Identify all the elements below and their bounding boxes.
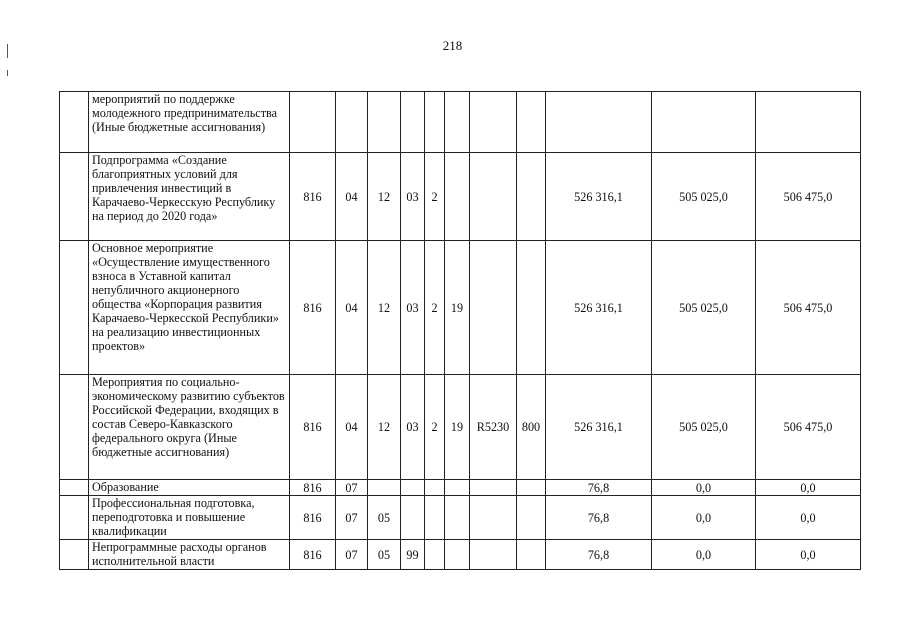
margin-cell [60, 496, 89, 540]
rz-cell [336, 92, 368, 153]
budget-table [59, 91, 861, 570]
sum2-cell: 0,0 [652, 480, 756, 496]
sum2-cell: 505 025,0 [652, 153, 756, 241]
cs4-cell [470, 480, 517, 496]
cs1-cell: 03 [401, 153, 425, 241]
vr-cell: 800 [517, 375, 546, 480]
vr-cell [517, 540, 546, 570]
ved-cell [290, 92, 336, 153]
item-name-cell: Непрограммные расходы органов исполнительной власти [89, 540, 290, 570]
sum2-cell [652, 92, 756, 153]
item-name-cell: Образование [89, 480, 290, 496]
cs2-cell: 2 [425, 375, 445, 480]
pr-cell: 05 [368, 540, 401, 570]
margin-cell [60, 480, 89, 496]
table-row [60, 241, 861, 375]
sum3-cell: 506 475,0 [756, 375, 861, 480]
sum3-cell: 506 475,0 [756, 153, 861, 241]
sum1-cell: 526 316,1 [546, 241, 652, 375]
page-number: 218 [442, 38, 463, 53]
sum1-cell: 526 316,1 [546, 153, 652, 241]
rz-cell: 04 [336, 241, 368, 375]
cs4-cell [470, 153, 517, 241]
margin-cell [60, 92, 89, 153]
cs2-cell [425, 496, 445, 540]
sum3-cell: 506 475,0 [756, 241, 861, 375]
item-name-cell: мероприятий по поддержке молодежного предпринимательства (Иные бюджетные ассигнования) [89, 92, 290, 153]
cs4-cell [470, 92, 517, 153]
sum2-cell: 0,0 [652, 496, 756, 540]
pr-cell [368, 92, 401, 153]
scan-mark [7, 44, 8, 58]
cs3-cell [445, 540, 470, 570]
cs2-cell: 2 [425, 241, 445, 375]
table-body [60, 92, 861, 570]
cs1-cell: 03 [401, 241, 425, 375]
vr-cell [517, 153, 546, 241]
rz-cell: 04 [336, 153, 368, 241]
ved-cell: 816 [290, 496, 336, 540]
item-name-cell: Профессиональная подготовка, переподготовка и повышение квалификации [89, 496, 290, 540]
cs4-cell [470, 241, 517, 375]
cs1-cell [401, 480, 425, 496]
cs4-cell [470, 496, 517, 540]
cs2-cell: 2 [425, 153, 445, 241]
table-row [60, 540, 861, 570]
table-row [60, 92, 861, 153]
table-row [60, 480, 861, 496]
ved-cell: 816 [290, 241, 336, 375]
sum1-cell: 526 316,1 [546, 375, 652, 480]
cs3-cell: 19 [445, 241, 470, 375]
vr-cell [517, 480, 546, 496]
ved-cell: 816 [290, 540, 336, 570]
vr-cell [517, 92, 546, 153]
sum1-cell: 76,8 [546, 496, 652, 540]
scan-mark [7, 70, 8, 76]
margin-cell [60, 153, 89, 241]
cs3-cell [445, 480, 470, 496]
cs3-cell [445, 92, 470, 153]
margin-cell [60, 540, 89, 570]
item-name-cell: Основное мероприятие «Осуществление имущественного взноса в Уставной капитал непубличного акционерного общества «Корпорация развития Карачаево-Черкесской Республики» на реализацию инвестиционных проектов» [89, 241, 290, 375]
item-name-cell: Подпрограмма «Создание благоприятных условий для привлечения инвестиций в Карачаево-Черкесскую Республику на период до 2020 года» [89, 153, 290, 241]
cs2-cell [425, 540, 445, 570]
table-row [60, 153, 861, 241]
table-row [60, 375, 861, 480]
pr-cell: 12 [368, 153, 401, 241]
cs1-cell [401, 92, 425, 153]
sum1-cell: 76,8 [546, 540, 652, 570]
pr-cell: 05 [368, 496, 401, 540]
cs4-cell: R5230 [470, 375, 517, 480]
ved-cell: 816 [290, 480, 336, 496]
sum2-cell: 505 025,0 [652, 241, 756, 375]
sum2-cell: 505 025,0 [652, 375, 756, 480]
pr-cell: 12 [368, 241, 401, 375]
sum1-cell: 76,8 [546, 480, 652, 496]
margin-cell [60, 375, 89, 480]
cs3-cell: 19 [445, 375, 470, 480]
cs3-cell [445, 153, 470, 241]
rz-cell: 07 [336, 540, 368, 570]
table-row [60, 496, 861, 540]
cs1-cell [401, 496, 425, 540]
cs2-cell [425, 92, 445, 153]
rz-cell: 04 [336, 375, 368, 480]
rz-cell: 07 [336, 480, 368, 496]
cs2-cell [425, 480, 445, 496]
ved-cell: 816 [290, 375, 336, 480]
cs4-cell [470, 540, 517, 570]
rz-cell: 07 [336, 496, 368, 540]
sum3-cell: 0,0 [756, 540, 861, 570]
sum3-cell: 0,0 [756, 496, 861, 540]
pr-cell [368, 480, 401, 496]
pr-cell: 12 [368, 375, 401, 480]
cs1-cell: 03 [401, 375, 425, 480]
cs3-cell [445, 496, 470, 540]
ved-cell: 816 [290, 153, 336, 241]
cs1-cell: 99 [401, 540, 425, 570]
item-name-cell: Мероприятия по социально-экономическому развитию субъектов Российской Федерации, входящих в состав Северо-Кавказского федерального округа (Иные бюджетные ассигнования) [89, 375, 290, 480]
margin-cell [60, 241, 89, 375]
sum1-cell [546, 92, 652, 153]
vr-cell [517, 241, 546, 375]
vr-cell [517, 496, 546, 540]
sum2-cell: 0,0 [652, 540, 756, 570]
sum3-cell [756, 92, 861, 153]
sum3-cell: 0,0 [756, 480, 861, 496]
